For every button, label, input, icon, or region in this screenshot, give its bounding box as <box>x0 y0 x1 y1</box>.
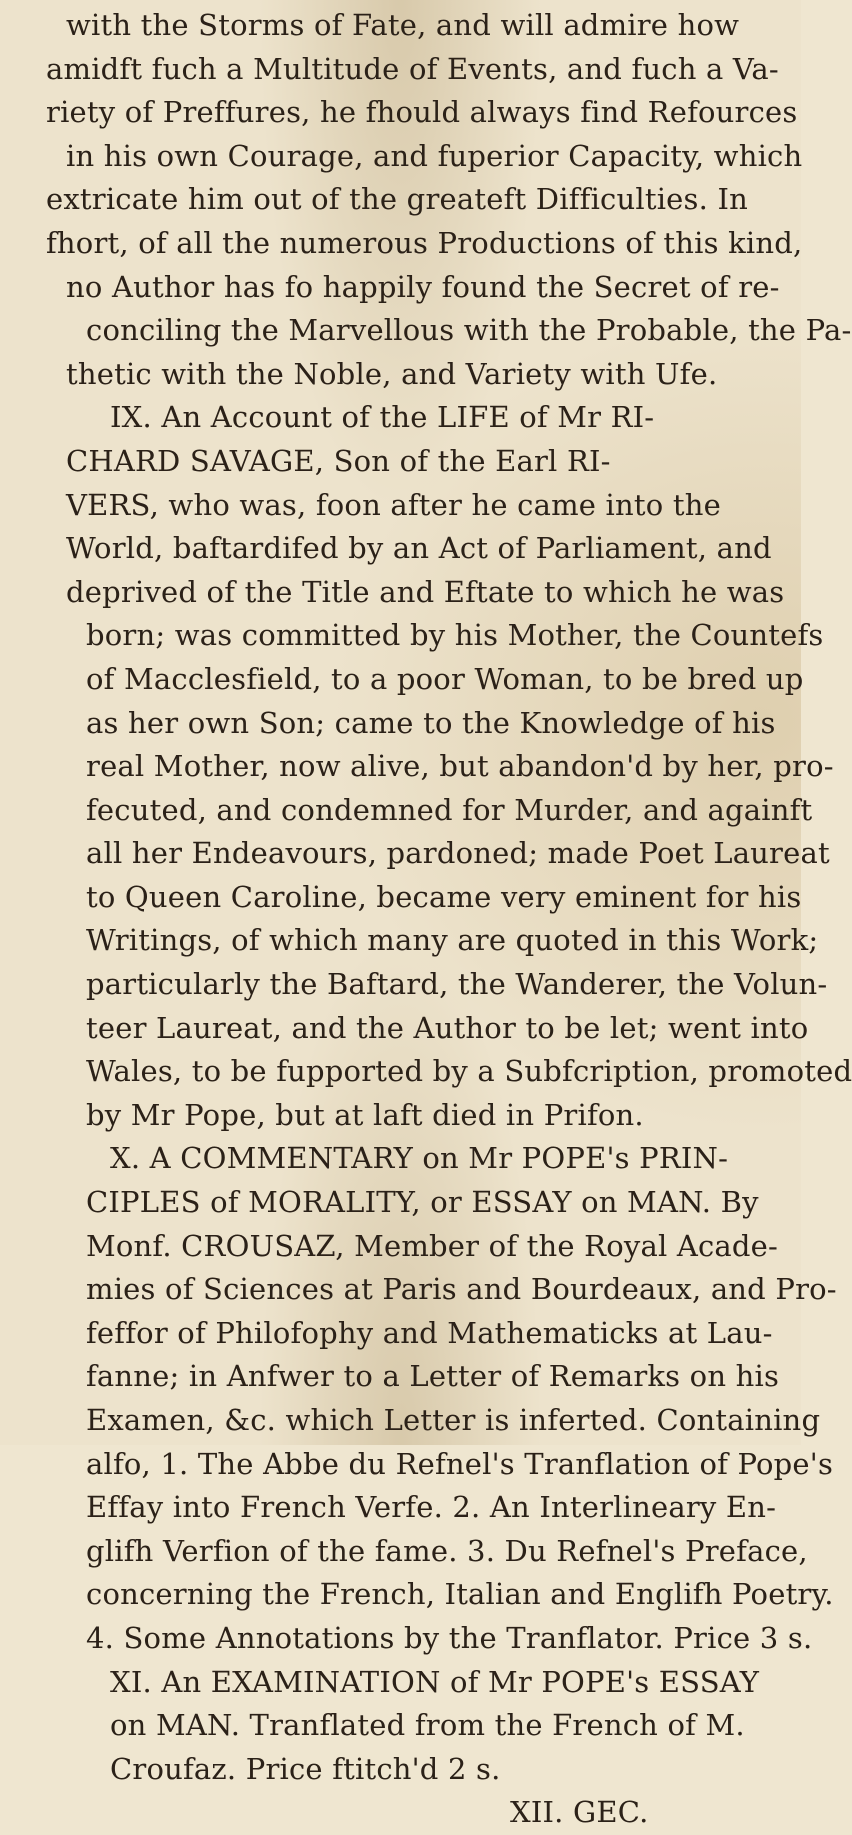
text-line: CHARD SAVAGE, Son of the Earl RI- <box>66 443 611 478</box>
text-line: fhort, of all the numerous Productions of this kind, <box>46 225 803 260</box>
section-heading-line: IX. An Account of the LIFE of Mr RI- <box>110 400 655 435</box>
catchword-line: XII. GEC. <box>510 1795 649 1830</box>
text-line: on MAN. Tranflated from the French of M. <box>110 1708 745 1743</box>
text-line: 4. Some Annotations by the Tranflator. Price 3 s. <box>86 1620 813 1655</box>
text-line: mies of Sciences at Paris and Bourdeaux, and Pro- <box>86 1272 837 1307</box>
text-line: deprived of the Title and Eftate to which he was <box>66 574 785 609</box>
text-line: born; was committed by his Mother, the Countefs <box>86 618 824 653</box>
text-line: all her Endeavours, pardoned; made Poet Laureat <box>86 836 830 871</box>
text-line: glifh Verfion of the fame. 3. Du Refnel's Preface, <box>86 1533 808 1568</box>
text-line: VERS, who was, foon after he came into the <box>66 487 721 522</box>
text-line: Writings, of which many are quoted in this Work; <box>86 923 819 958</box>
text-line: Examen, &c. which Letter is inferted. Containing <box>86 1403 821 1437</box>
text-line: amidft fuch a Multitude of Events, and fuch a Va- <box>46 51 779 86</box>
text-line: extricate him out of the greateft Difficulties. In <box>46 182 748 217</box>
text-line: to Queen Caroline, became very eminent for his <box>86 879 802 914</box>
text-line: CIPLES of MORALITY, or ESSAY on MAN. By <box>86 1185 759 1220</box>
text-line: Monf. CROUSAZ, Member of the Royal Acade- <box>86 1228 779 1263</box>
page-text-block <box>40 4 852 1835</box>
text-line: Wales, to be fupported by a Subfcription, promoted <box>86 1054 852 1089</box>
text-line: riety of Preffures, he fhould always find Refources <box>46 95 798 130</box>
text-line: with the Storms of Fate, and will admire how <box>66 8 740 42</box>
text-line: fanne; in Anfwer to a Letter of Remarks on his <box>86 1359 780 1394</box>
text-line: alfo, 1. The Abbe du Refnel's Tranflation of Pope's <box>86 1446 834 1481</box>
text-line: conciling the Marvellous with the Probable, the Pa- <box>86 313 852 348</box>
text-line: real Mother, now alive, but abandon'd by her, pro- <box>86 749 834 784</box>
text-line: fecuted, and condemned for Murder, and againft <box>86 792 813 827</box>
text-line: by Mr Pope, but at laft died in Prifon. <box>86 1097 644 1132</box>
text-line: Croufaz. Price ftitch'd 2 s. <box>110 1751 501 1786</box>
text-line: Effay into French Verfe. 2. An Interlineary En- <box>86 1490 777 1525</box>
text-line: concerning the French, Italian and Englifh Poetry. <box>86 1577 834 1612</box>
text-line: as her own Son; came to the Knowledge of his <box>86 705 776 740</box>
text-line: in his own Courage, and fuperior Capacity, which <box>66 138 803 173</box>
text-line: no Author has fo happily found the Secret of re- <box>66 269 780 304</box>
text-line: thetic with the Noble, and Variety with Ufe. <box>66 356 718 391</box>
text-line: teer Laureat, and the Author to be let; went into <box>86 1010 809 1045</box>
text-line: particularly the Baftard, the Wanderer, the Volun- <box>86 967 828 1002</box>
section-heading-line: XI. An EXAMINATION of Mr POPE's ESSAY <box>110 1664 760 1699</box>
section-heading-line: X. A COMMENTARY on Mr POPE's PRIN- <box>110 1141 729 1176</box>
text-line: feffor of Philofophy and Mathematicks at Lau- <box>86 1315 773 1350</box>
text-line: World, baftardifed by an Act of Parliament, and <box>66 531 772 566</box>
text-line: of Macclesfield, to a poor Woman, to be bred up <box>86 661 804 696</box>
